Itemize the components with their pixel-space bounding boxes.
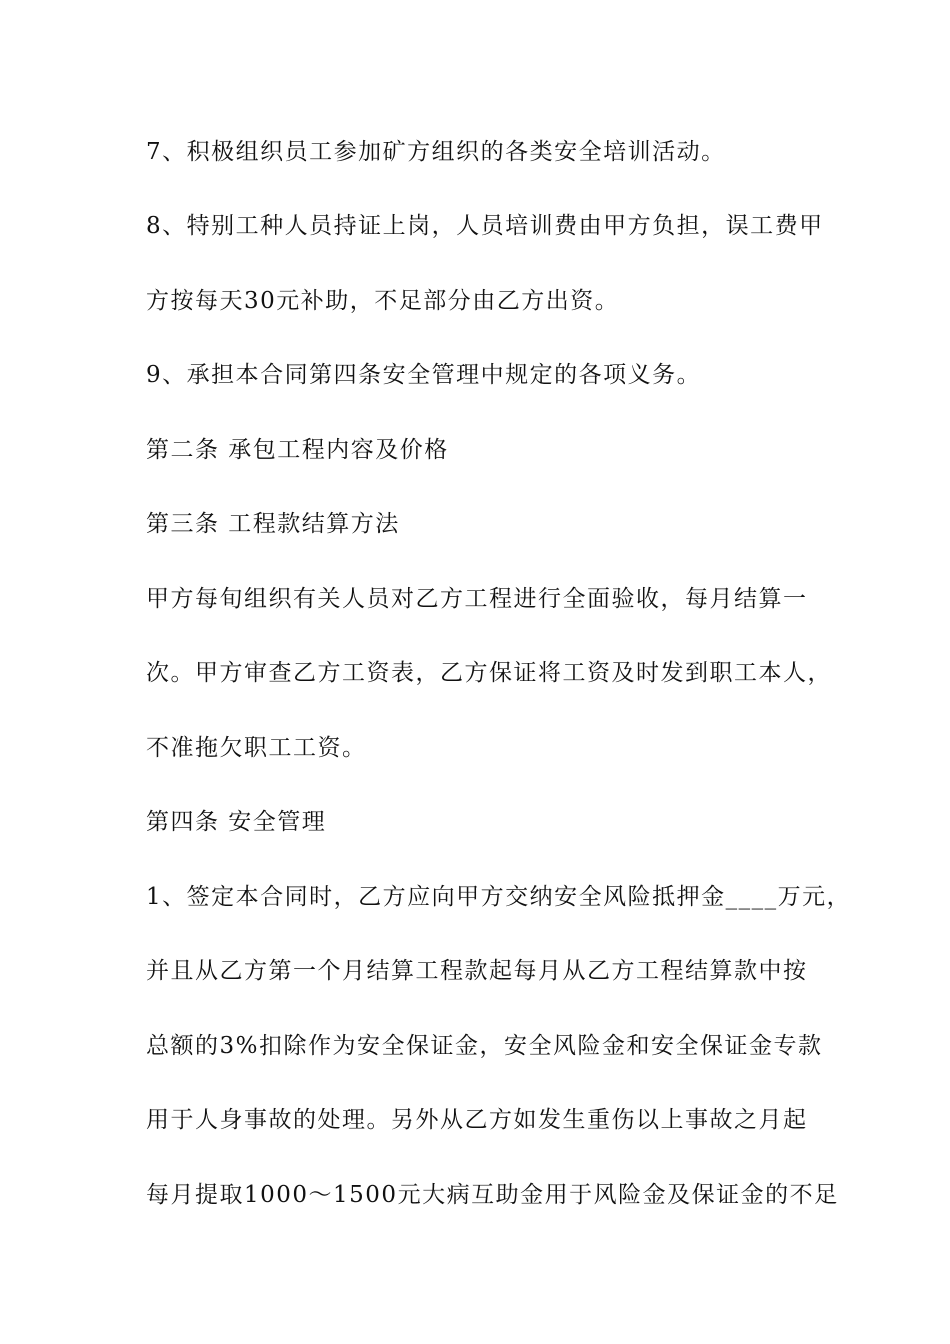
text-line: 并且从乙方第一个月结算工程款起每月从乙方工程结算款中按 bbox=[146, 958, 808, 984]
section-heading: 第三条 工程款结算方法 bbox=[146, 511, 400, 537]
text-line: 7、积极组织员工参加矿方组织的各类安全培训活动。 bbox=[146, 139, 726, 165]
text-line: 方按每天30元补助，不足部分由乙方出资。 bbox=[146, 288, 620, 314]
text-line: 甲方每旬组织有关人员对乙方工程进行全面验收，每月结算一 bbox=[146, 586, 808, 612]
section-heading: 第二条 承包工程内容及价格 bbox=[146, 437, 449, 463]
text-line: 不准拖欠职工工资。 bbox=[146, 735, 367, 761]
text-line: 9、承担本合同第四条安全管理中规定的各项义务。 bbox=[146, 362, 702, 388]
text-line: 每月提取1000～1500元大病互助金用于风险金及保证金的不足 bbox=[146, 1182, 839, 1208]
text-line: 1、签定本合同时，乙方应向甲方交纳安全风险抵押金____万元， bbox=[146, 884, 852, 910]
text-line: 用于人身事故的处理。另外从乙方如发生重伤以上事故之月起 bbox=[146, 1107, 808, 1133]
text-line: 次。甲方审查乙方工资表，乙方保证将工资及时发到职工本人， bbox=[146, 660, 832, 686]
text-line: 总额的3%扣除作为安全保证金，安全风险金和安全保证金专款 bbox=[146, 1033, 823, 1059]
text-line: 8、特别工种人员持证上岗，人员培训费由甲方负担，误工费甲 bbox=[146, 213, 824, 239]
section-heading: 第四条 安全管理 bbox=[146, 809, 327, 835]
